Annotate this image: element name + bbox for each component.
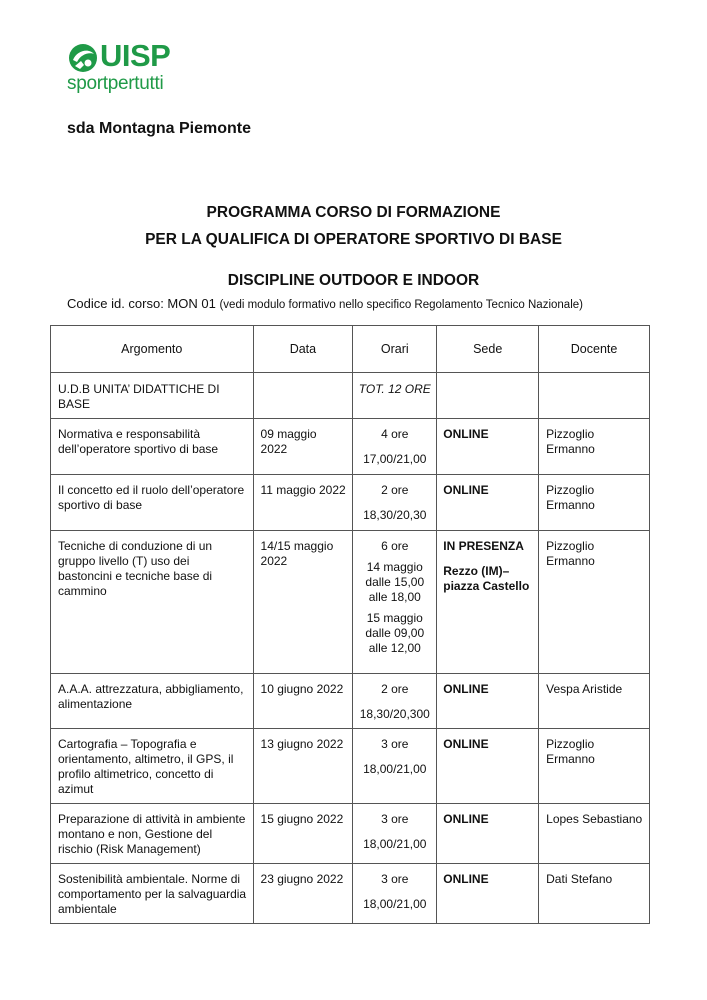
cell-argomento: Preparazione di attività in ambiente montano e non, Gestione del rischio (Risk Management) — [51, 804, 254, 864]
table-row — [51, 531, 650, 674]
cell-data: 10 giugno 2022 — [253, 674, 353, 729]
cell-docente: Pizzoglio Ermanno — [539, 729, 650, 804]
cell-orari — [353, 804, 437, 864]
header-orari: Orari — [353, 326, 437, 373]
cell-orario: 18,30/20,30 — [363, 508, 427, 522]
cell-docente: Vespa Aristide — [539, 674, 650, 729]
cell-data: 11 maggio 2022 — [253, 475, 353, 531]
table-row — [51, 864, 650, 924]
cell-sede: ONLINE — [437, 729, 539, 804]
cell-data: 15 giugno 2022 — [253, 804, 353, 864]
cell-orari — [353, 864, 437, 924]
cell-orario: 18,00/21,00 — [363, 897, 427, 911]
udb-data — [253, 373, 353, 419]
cell-docente: Pizzoglio Ermanno — [539, 531, 650, 674]
table-row-udb — [51, 373, 650, 419]
header-data: Data — [253, 326, 353, 373]
title-line-2: PER LA QUALIFICA DI OPERATORE SPORTIVO DI BASE — [145, 231, 562, 248]
logo-word: UISP — [100, 38, 171, 73]
cell-orario-day2: 15 maggio dalle 09,00 alle 12,00 — [365, 611, 425, 655]
cell-ore: 4 ore — [381, 427, 409, 441]
program-table — [50, 325, 650, 924]
course-note: (vedi modulo formativo nello specifico Regolamento Tecnico Nazionale) — [219, 299, 583, 311]
cell-sede: ONLINE — [437, 674, 539, 729]
cell-orario: 18,00/21,00 — [363, 762, 427, 776]
cell-ore: 3 ore — [381, 872, 409, 886]
cell-docente: Dati Stefano — [539, 864, 650, 924]
table-row — [51, 804, 650, 864]
table-row — [51, 419, 650, 475]
cell-orari — [353, 729, 437, 804]
cell-orari — [353, 674, 437, 729]
course-code-line — [67, 296, 583, 311]
table-row — [51, 674, 650, 729]
cell-orario-day1: 14 maggio dalle 15,00 alle 18,00 — [365, 560, 425, 604]
uisp-logo — [67, 40, 197, 102]
udb-sede — [437, 373, 539, 419]
cell-sede: ONLINE — [437, 419, 539, 475]
cell-sede: ONLINE — [437, 864, 539, 924]
subtitle: DISCIPLINE OUTDOOR E INDOOR — [227, 272, 480, 289]
cell-ore: 2 ore — [381, 682, 409, 696]
header-sede: Sede — [437, 326, 539, 373]
header-argomento: Argomento — [51, 326, 254, 373]
table-row — [51, 729, 650, 804]
cell-data: 13 giugno 2022 — [253, 729, 353, 804]
cell-docente: Lopes Sebastiano — [539, 804, 650, 864]
cell-docente: Pizzoglio Ermanno — [539, 419, 650, 475]
cell-ore: 2 ore — [381, 483, 409, 497]
udb-docente — [539, 373, 650, 419]
cell-orario: 18,00/21,00 — [363, 837, 427, 851]
cell-ore: 3 ore — [381, 812, 409, 826]
cell-sede — [437, 531, 539, 674]
cell-argomento: Tecniche di conduzione di un gruppo livello (T) uso dei bastoncini e tecniche base di cammino — [51, 531, 254, 674]
cell-orario: 17,00/21,00 — [363, 452, 427, 466]
header-docente: Docente — [539, 326, 650, 373]
cell-orari — [353, 475, 437, 531]
cell-sede: ONLINE — [437, 804, 539, 864]
cell-argomento: Cartografia – Topografia e orientamento, altimetro, il GPS, il profilo altimetrico, concetto di azimut — [51, 729, 254, 804]
cell-data: 14/15 maggio 2022 — [253, 531, 353, 674]
udb-total: TOT. 12 ORE — [353, 373, 437, 419]
cell-argomento: Normativa e responsabilità dell’operatore sportivo di base — [51, 419, 254, 475]
table-row — [51, 475, 650, 531]
cell-sede-mode: IN PRESENZA — [443, 539, 524, 553]
udb-argomento: U.D.B UNITA’ DIDATTICHE DI BASE — [51, 373, 254, 419]
cell-docente: Pizzoglio Ermanno — [539, 475, 650, 531]
cell-sede-location: Rezzo (IM)– piazza Castello — [443, 564, 530, 593]
cell-data: 09 maggio 2022 — [253, 419, 353, 475]
title-line-1: PROGRAMMA CORSO DI FORMAZIONE — [206, 204, 501, 221]
cell-ore: 3 ore — [381, 737, 409, 751]
cell-argomento: Sostenibilità ambientale. Norme di comportamento per la salvaguardia ambientale — [51, 864, 254, 924]
course-code: Codice id. corso: MON 01 — [67, 296, 216, 311]
cell-orario: 18,30/20,300 — [359, 707, 430, 721]
cell-ore: 6 ore — [381, 539, 409, 553]
cell-argomento: Il concetto ed il ruolo dell’operatore sportivo di base — [51, 475, 254, 531]
table-header-row — [51, 326, 650, 373]
organization-name: sda Montagna Piemonte — [67, 120, 252, 137]
cell-data: 23 giugno 2022 — [253, 864, 353, 924]
uisp-runner-icon — [67, 42, 99, 74]
cell-orari — [353, 419, 437, 475]
cell-argomento: A.A.A. attrezzatura, abbigliamento, alimentazione — [51, 674, 254, 729]
cell-sede: ONLINE — [437, 475, 539, 531]
cell-orari — [353, 531, 437, 674]
logo-tagline: sportpertutti — [67, 73, 164, 94]
